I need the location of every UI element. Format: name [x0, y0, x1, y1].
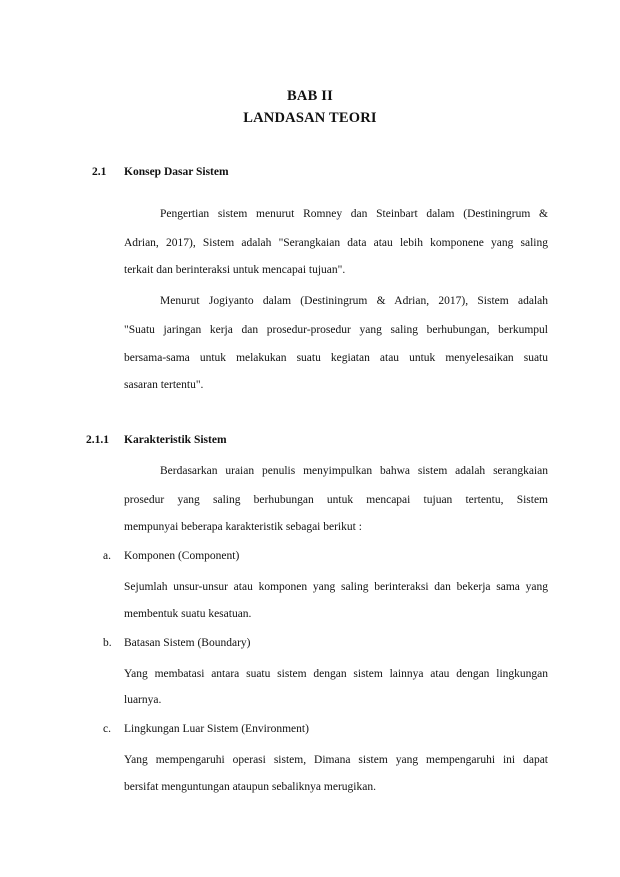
list-item-title: Komponen (Component) — [124, 550, 240, 562]
chapter-number: BAB II — [287, 88, 333, 104]
paragraph-line: Pengertian sistem menurut Romney dan Steinbart dalam (Destiningrum & — [160, 208, 548, 220]
list-item-line: membentuk suatu kesatuan. — [124, 608, 252, 620]
list-marker: c. — [103, 723, 111, 735]
list-item-title: Lingkungan Luar Sistem (Environment) — [124, 723, 309, 735]
paragraph-line: Menurut Jogiyanto dalam (Destiningrum & Adrian, 2017), Sistem adalah — [160, 295, 548, 307]
paragraph-line: Berdasarkan uraian penulis menyimpulkan bahwa sistem adalah serangkaian — [160, 465, 548, 477]
chapter-title: LANDASAN TEORI — [243, 110, 377, 126]
paragraph-line: "Suatu jaringan kerja dan prosedur-prosedur yang saling berhubungan, berkumpul — [124, 324, 548, 336]
list-item-line: Yang mempengaruhi operasi sistem, Dimana sistem yang mempengaruhi ini dapat — [124, 754, 548, 766]
subsection-title: Karakteristik Sistem — [124, 434, 227, 446]
list-item-line: bersifat menguntungan ataupun sebaliknya merugikan. — [124, 781, 376, 793]
list-item-line: luarnya. — [124, 694, 162, 706]
list-item-title: Batasan Sistem (Boundary) — [124, 637, 251, 649]
paragraph-line: bersama-sama untuk melakukan suatu kegiatan atau untuk menyelesaikan suatu — [124, 352, 548, 364]
list-item-line: Sejumlah unsur-unsur atau komponen yang saling berinteraksi dan bekerja sama yang — [124, 581, 548, 593]
paragraph-line: sasaran tertentu". — [124, 379, 204, 391]
section-title: Konsep Dasar Sistem — [124, 166, 229, 178]
paragraph-line: Adrian, 2017), Sistem adalah "Serangkaian data atau lebih komponene yang saling — [124, 237, 548, 249]
subsection-number: 2.1.1 — [86, 434, 109, 446]
paragraph-line: terkait dan berinteraksi untuk mencapai tujuan". — [124, 264, 346, 276]
list-marker: a. — [103, 550, 111, 562]
list-item-line: Yang membatasi antara suatu sistem dengan sistem lainnya atau dengan lingkungan — [124, 668, 548, 680]
paragraph-line: prosedur yang saling berhubungan untuk mencapai tujuan tertentu, Sistem — [124, 494, 548, 506]
list-marker: b. — [103, 637, 112, 649]
section-number: 2.1 — [92, 166, 107, 178]
paragraph-line: mempunyai beberapa karakteristik sebagai berikut : — [124, 521, 362, 533]
